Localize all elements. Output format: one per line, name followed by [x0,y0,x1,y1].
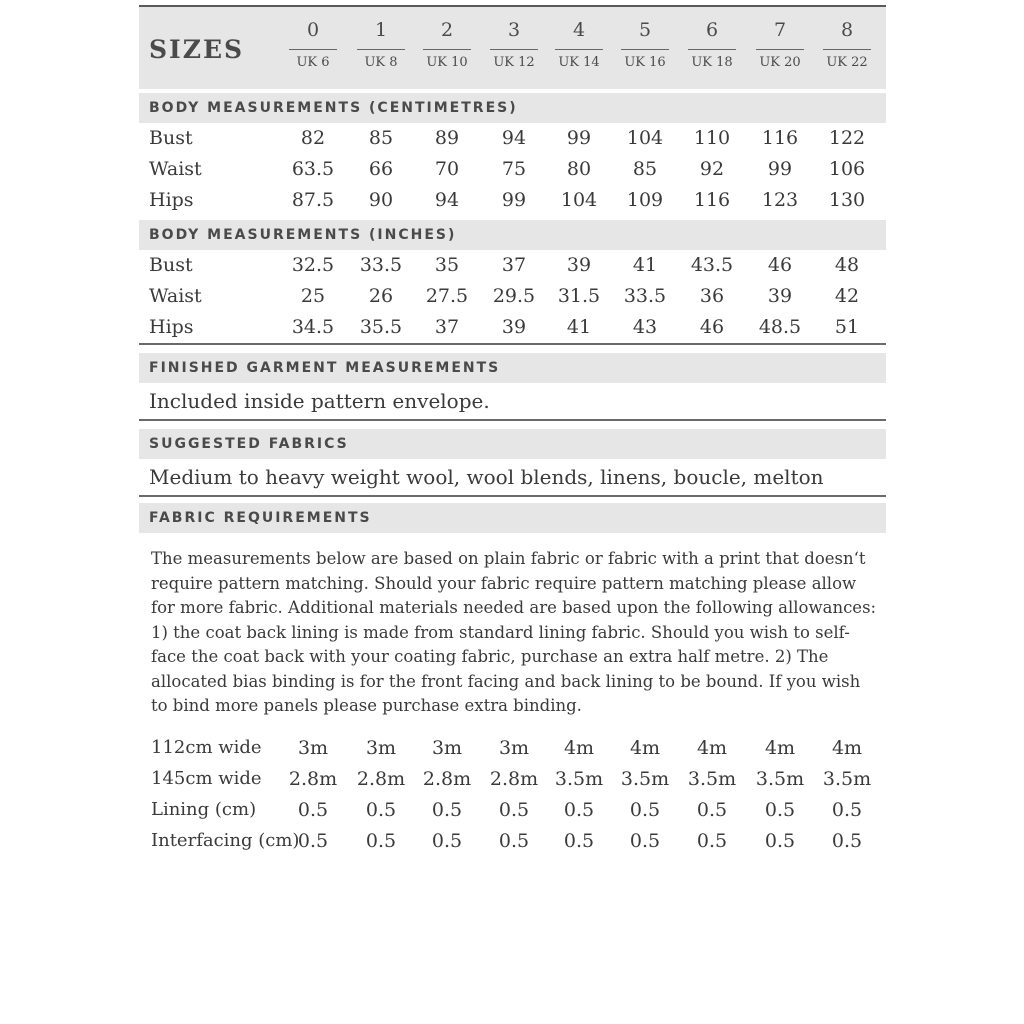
size-number: 0 [306,19,320,41]
size-number: 8 [840,19,854,41]
table-cell: 41 [566,316,592,338]
table-cell: 25 [300,285,326,307]
table-cell: 0.5 [831,829,863,852]
table-cell: 4m [764,736,796,759]
table-cell: 43 [632,316,658,338]
table-cell: 43.5 [690,254,734,276]
table-cell: 3m [297,736,329,759]
body-cm-table [139,123,886,216]
size-underline [490,49,538,50]
table-cell: 0.5 [365,798,397,821]
table-row [139,764,886,795]
uk-size: UK 22 [826,55,868,70]
table-cell: 41 [632,254,658,276]
table-cell: 122 [828,127,866,149]
fabrics-text: Medium to heavy weight wool, wool blends, linens, boucle, melton [149,465,824,489]
table-cell: 39 [566,254,592,276]
table-cell: 94 [434,189,460,211]
requirements-heading: FABRIC REQUIREMENTS [139,503,886,533]
table-cell: 4m [831,736,863,759]
table-cell: 116 [761,127,799,149]
size-column [551,7,607,89]
divider [139,419,886,421]
size-underline [621,49,669,50]
table-cell: 48 [834,254,860,276]
table-cell: 0.5 [764,798,796,821]
table-cell: 31.5 [557,285,601,307]
table-cell: 29.5 [492,285,536,307]
table-cell: 0.5 [365,829,397,852]
table-cell: 110 [693,127,731,149]
table-cell: 3m [431,736,463,759]
table-row [139,795,886,826]
table-cell: 3m [498,736,530,759]
table-cell: 85 [368,127,394,149]
size-number: 7 [773,19,787,41]
fabrics-heading: SUGGESTED FABRICS [139,429,886,459]
table-cell: 3.5m [620,767,670,790]
body-cm-heading: BODY MEASUREMENTS (CENTIMETRES) [139,93,886,123]
uk-size: UK 10 [426,55,468,70]
table-cell: 32.5 [291,254,335,276]
table-cell: 39 [501,316,527,338]
size-number: 6 [705,19,719,41]
table-cell: 99 [566,127,592,149]
table-cell: 4m [629,736,661,759]
table-cell: 46 [767,254,793,276]
size-column [819,7,875,89]
table-cell: 99 [501,189,527,211]
sizes-title: SIZES [149,35,245,64]
table-cell: 0.5 [297,829,329,852]
table-cell: 48.5 [758,316,802,338]
size-number: 4 [572,19,586,41]
size-column [419,7,475,89]
table-cell: 35.5 [359,316,403,338]
table-cell: 94 [501,127,527,149]
table-cell: 37 [434,316,460,338]
finished-text: Included inside pattern envelope. [149,389,490,413]
table-cell: 27.5 [425,285,469,307]
table-row [139,826,886,857]
size-number: 1 [374,19,388,41]
row-label: Bust [149,127,193,149]
row-label: Interfacing (cm) [151,829,300,851]
table-cell: 35 [434,254,460,276]
table-cell: 4m [696,736,728,759]
table-cell: 104 [626,127,664,149]
table-row [139,312,886,343]
table-cell: 0.5 [764,829,796,852]
table-cell: 0.5 [431,798,463,821]
table-row [139,250,886,281]
row-label: 145cm wide [151,767,262,789]
table-cell: 75 [501,158,527,180]
table-cell: 36 [699,285,725,307]
table-cell: 116 [693,189,731,211]
table-cell: 0.5 [431,829,463,852]
size-column [285,7,341,89]
table-cell: 99 [767,158,793,180]
finished-heading: FINISHED GARMENT MEASUREMENTS [139,353,886,383]
uk-size: UK 14 [558,55,600,70]
sizes-header [139,7,886,89]
size-underline [289,49,337,50]
table-cell: 63.5 [291,158,335,180]
size-underline [756,49,804,50]
size-number: 2 [440,19,454,41]
size-underline [823,49,871,50]
table-cell: 2.8m [288,767,338,790]
table-cell: 33.5 [359,254,403,276]
table-cell: 0.5 [498,798,530,821]
requirements-table [139,733,886,857]
size-underline [423,49,471,50]
row-label: Bust [149,254,193,276]
table-cell: 130 [828,189,866,211]
table-row [139,733,886,764]
table-cell: 0.5 [696,829,728,852]
size-number: 5 [638,19,652,41]
table-cell: 0.5 [696,798,728,821]
size-underline [555,49,603,50]
uk-size: UK 18 [691,55,733,70]
body-in-heading: BODY MEASUREMENTS (INCHES) [139,220,886,250]
table-cell: 2.8m [356,767,406,790]
table-cell: 3m [365,736,397,759]
uk-size: UK 6 [296,55,330,70]
table-cell: 92 [699,158,725,180]
table-cell: 82 [300,127,326,149]
table-cell: 3.5m [687,767,737,790]
size-chart [139,5,886,857]
table-cell: 0.5 [629,798,661,821]
table-cell: 34.5 [291,316,335,338]
size-column [752,7,808,89]
table-row [139,281,886,312]
uk-size: UK 8 [364,55,398,70]
table-cell: 3.5m [755,767,805,790]
table-cell: 109 [626,189,664,211]
table-cell: 37 [501,254,527,276]
table-cell: 3.5m [554,767,604,790]
size-underline [688,49,736,50]
table-cell: 104 [560,189,598,211]
table-cell: 42 [834,285,860,307]
size-column [617,7,673,89]
requirements-paragraph: The measurements below are based on plain fabric or fabric with a print that doesn‘t require pattern matching. Should your fabric require pattern matching please allow for more fabric. Additional materials needed are based upon the following allowances: 1) the coat back lining is made from standard lining fabric. Should you wish to self-face the coat back with your coating fabric, purchase an extra half metre. 2) The allocated bias binding is for the front facing and back lining to be bound. If you wish to bind more panels please purchase extra binding. [151,549,877,715]
uk-size: UK 20 [759,55,801,70]
table-cell: 0.5 [297,798,329,821]
table-cell: 2.8m [489,767,539,790]
row-label: 112cm wide [151,736,262,758]
table-row [139,154,886,185]
row-label: Hips [149,189,194,211]
table-cell: 89 [434,127,460,149]
uk-size: UK 16 [624,55,666,70]
table-cell: 26 [368,285,394,307]
table-cell: 2.8m [422,767,472,790]
body-in-table [139,250,886,343]
size-underline [357,49,405,50]
table-cell: 123 [761,189,799,211]
table-cell: 106 [828,158,866,180]
row-label: Hips [149,316,194,338]
table-cell: 80 [566,158,592,180]
table-cell: 33.5 [623,285,667,307]
size-column [486,7,542,89]
table-cell: 70 [434,158,460,180]
table-cell: 0.5 [498,829,530,852]
table-row [139,123,886,154]
divider [139,495,886,497]
table-cell: 0.5 [563,829,595,852]
table-cell: 90 [368,189,394,211]
table-cell: 0.5 [629,829,661,852]
size-column [353,7,409,89]
table-cell: 39 [767,285,793,307]
table-cell: 51 [834,316,860,338]
table-cell: 85 [632,158,658,180]
table-cell: 0.5 [563,798,595,821]
table-cell: 4m [563,736,595,759]
table-cell: 46 [699,316,725,338]
table-cell: 0.5 [831,798,863,821]
row-label: Waist [149,158,202,180]
divider [139,343,886,345]
table-cell: 87.5 [291,189,335,211]
table-cell: 66 [368,158,394,180]
size-column [684,7,740,89]
table-row [139,185,886,216]
row-label: Waist [149,285,202,307]
uk-size: UK 12 [493,55,535,70]
table-cell: 3.5m [822,767,872,790]
size-number: 3 [507,19,521,41]
row-label: Lining (cm) [151,798,257,820]
